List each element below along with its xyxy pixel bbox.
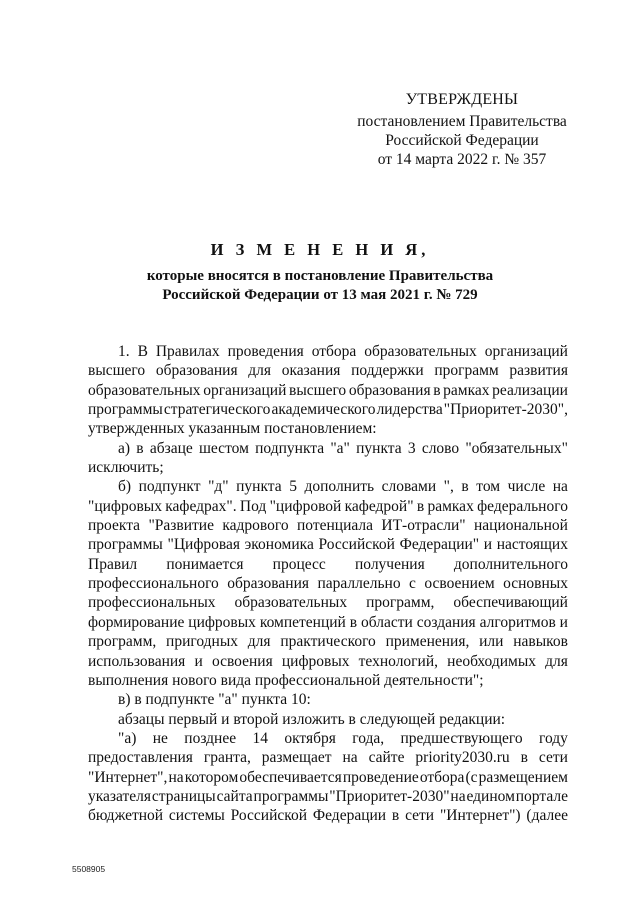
body-word: года, bbox=[352, 729, 385, 747]
body-word: а) bbox=[118, 439, 131, 457]
body-word: В bbox=[137, 343, 148, 360]
body-word: Федерации" bbox=[399, 536, 480, 554]
body-word: абзаце bbox=[149, 439, 193, 457]
body-line bbox=[88, 574, 568, 593]
body-word: сайте bbox=[368, 749, 405, 767]
body-line bbox=[88, 652, 568, 671]
body-word: экономика bbox=[244, 536, 314, 554]
body-word: едином bbox=[466, 787, 515, 805]
body-word: гранта, bbox=[203, 749, 251, 767]
body-word: проведения bbox=[227, 343, 304, 360]
document-subtitle bbox=[60, 267, 580, 305]
approval-block bbox=[352, 90, 572, 169]
body-word: не bbox=[152, 729, 168, 747]
body-line: исключить; bbox=[88, 459, 164, 477]
body-word: 14 bbox=[252, 729, 268, 747]
body-word: Федерации bbox=[312, 807, 387, 825]
body-word: "а) bbox=[118, 729, 137, 747]
body-line bbox=[88, 361, 568, 380]
body-word: на bbox=[552, 478, 568, 496]
body-word: на bbox=[450, 787, 466, 805]
body-word: и bbox=[559, 613, 568, 631]
body-line bbox=[88, 613, 568, 632]
body-word: области bbox=[360, 613, 413, 631]
body-word: федерального bbox=[477, 497, 568, 515]
body-word: ИТ-отрасли" bbox=[381, 517, 466, 535]
body-word: и bbox=[194, 652, 203, 670]
body-word: 5 bbox=[289, 478, 297, 496]
body-word: на bbox=[168, 768, 184, 786]
body-line bbox=[88, 787, 568, 806]
body-word: программ bbox=[434, 362, 499, 380]
body-line bbox=[88, 632, 568, 651]
body-word: параллельно bbox=[317, 575, 401, 593]
body-word: практического bbox=[280, 633, 376, 651]
body-word: потенциала bbox=[296, 517, 373, 535]
body-word: сети bbox=[538, 749, 568, 767]
body-word: дополнительного bbox=[453, 555, 568, 573]
body-line: в) в подпункте "а" пункта 10: bbox=[118, 691, 311, 709]
body-word: "Развитие bbox=[148, 517, 214, 535]
body-word: страницы bbox=[151, 787, 216, 805]
body-word: рамках bbox=[427, 497, 474, 515]
body-word: указателя bbox=[88, 787, 152, 805]
body-word: создания bbox=[416, 613, 476, 631]
body-line bbox=[88, 516, 568, 535]
body-word: компетенций bbox=[259, 613, 346, 631]
body-word: алгоритмов bbox=[479, 613, 556, 631]
body-word: программ, bbox=[88, 633, 157, 651]
body-word: подпункта bbox=[255, 439, 325, 457]
body-word: бюджетной bbox=[88, 807, 164, 825]
body-word: (далее bbox=[526, 807, 568, 825]
body-word: "Интернет") bbox=[439, 807, 521, 825]
body-word: стратегического bbox=[163, 401, 271, 419]
body-word: Российской bbox=[230, 807, 308, 825]
body-word: обеспечивается bbox=[239, 768, 342, 786]
body-word: применения, bbox=[385, 633, 470, 651]
body-word: проекта bbox=[88, 517, 141, 535]
body-word: программы bbox=[253, 787, 329, 805]
body-word: и bbox=[483, 536, 493, 554]
body-word: в bbox=[349, 613, 358, 631]
body-word: реализации bbox=[492, 381, 568, 399]
body-word: том bbox=[476, 478, 501, 496]
body-word: котором bbox=[184, 768, 239, 786]
body-word: "цифровой bbox=[269, 497, 342, 515]
body-word: отбора bbox=[419, 768, 465, 786]
body-word: кафедрой" bbox=[344, 497, 414, 515]
body-word: на bbox=[342, 749, 358, 767]
body-word: "а" bbox=[330, 439, 350, 457]
body-word: в bbox=[520, 749, 528, 767]
body-word: понимается bbox=[166, 555, 244, 573]
approval-date-number: от 14 марта 2022 г. № 357 bbox=[377, 151, 547, 168]
body-word: дополнить bbox=[304, 478, 375, 496]
body-line bbox=[88, 768, 568, 787]
body-line bbox=[88, 593, 568, 612]
body-word: высшего bbox=[289, 381, 347, 399]
body-line bbox=[88, 806, 568, 825]
body-word: профессиональных bbox=[88, 594, 216, 612]
body-word: priority2030.ru bbox=[415, 749, 510, 767]
body-word: национальной bbox=[473, 517, 568, 535]
subtitle-line: Российской Федерации от 13 мая 2021 г. № 729 bbox=[162, 287, 478, 303]
body-word: шестом bbox=[198, 439, 249, 457]
body-word: пригодных bbox=[166, 633, 239, 651]
approval-title: УТВЕРЖДЕНЫ bbox=[405, 91, 519, 108]
body-word: портале bbox=[515, 787, 568, 805]
body-word: образовательных bbox=[364, 343, 477, 360]
body-word: программы bbox=[88, 536, 163, 554]
body-word: настоящих bbox=[496, 536, 568, 554]
body-word: образования bbox=[348, 381, 431, 399]
body-word: кафедрах". bbox=[165, 497, 237, 515]
body-word: подпункт bbox=[138, 478, 201, 496]
body-word: сайта bbox=[216, 787, 253, 805]
body-word: технологий, bbox=[358, 652, 439, 670]
body-word: сети bbox=[405, 807, 435, 825]
body-line bbox=[88, 342, 568, 361]
body-word: организаций bbox=[484, 343, 568, 360]
body-word: числе bbox=[507, 478, 546, 496]
body-word: освоением bbox=[424, 575, 495, 593]
body-word: "цифровых bbox=[88, 497, 162, 515]
approval-line: постановлением Правительства bbox=[357, 113, 567, 130]
body-word: году bbox=[539, 729, 568, 747]
approval-line: Российской Федерации bbox=[385, 132, 539, 149]
body-word: размещает bbox=[261, 749, 332, 767]
body-word: обеспечивающий bbox=[453, 594, 568, 612]
body-word: ", bbox=[443, 478, 454, 496]
body-word: "обязательных" bbox=[465, 439, 568, 457]
body-word: использования bbox=[88, 652, 186, 670]
subtitle-line: которые вносятся в постановление Правительства bbox=[146, 268, 494, 284]
body-line bbox=[88, 555, 568, 574]
body-word: для bbox=[545, 652, 568, 670]
body-word: процесс bbox=[272, 555, 326, 573]
body-word: 3 bbox=[407, 439, 416, 457]
body-word: образовательных bbox=[234, 594, 348, 612]
body-word: "Приоритет-2030", bbox=[443, 401, 568, 419]
body-word: словами bbox=[381, 478, 437, 496]
body-word: проведение bbox=[342, 768, 419, 786]
document-title: И З М Е Н Е Н И Я, bbox=[210, 240, 430, 259]
body-word: 1. bbox=[118, 343, 130, 360]
body-word: лидерства bbox=[376, 401, 443, 419]
body-line: абзацы первый и второй изложить в следующей редакции: bbox=[118, 710, 506, 728]
body-word: размещением bbox=[478, 768, 568, 786]
body-word: программы bbox=[88, 401, 163, 419]
document-code: 5508905 bbox=[72, 864, 106, 874]
document-body bbox=[88, 342, 568, 826]
body-word: высшего bbox=[88, 362, 146, 380]
body-line bbox=[88, 535, 568, 554]
body-word: получения bbox=[354, 555, 425, 573]
body-word: программ, bbox=[366, 594, 435, 612]
body-word: в bbox=[461, 478, 469, 496]
body-word: "Интернет", bbox=[88, 768, 168, 786]
body-word: образовательных bbox=[88, 381, 201, 399]
body-word: оказания bbox=[281, 362, 341, 380]
body-word: для bbox=[247, 633, 271, 651]
body-word: основных bbox=[503, 575, 568, 593]
body-word: или bbox=[479, 633, 504, 651]
body-word: кадрового bbox=[222, 517, 289, 535]
body-word: рамках bbox=[443, 381, 490, 399]
body-line bbox=[88, 439, 568, 458]
body-word: системы bbox=[168, 807, 225, 825]
body-word: профессионального bbox=[88, 575, 219, 593]
body-word: развития bbox=[509, 362, 568, 380]
body-word: (с bbox=[465, 768, 478, 786]
body-word: необходимых bbox=[447, 652, 537, 670]
body-word: Российской bbox=[318, 536, 395, 554]
body-word: б) bbox=[118, 478, 132, 496]
body-word: предоставления bbox=[88, 749, 193, 767]
body-word: цифровых bbox=[281, 652, 350, 670]
body-word: позднее bbox=[184, 729, 237, 747]
body-line bbox=[88, 497, 568, 516]
body-word: в bbox=[391, 807, 400, 825]
body-word: "д" bbox=[208, 478, 229, 496]
body-word: организаций bbox=[203, 381, 287, 399]
body-word: в bbox=[136, 439, 144, 457]
body-line bbox=[88, 729, 568, 748]
body-word: с bbox=[409, 575, 416, 593]
body-word: пункта bbox=[356, 439, 402, 457]
body-line bbox=[88, 381, 568, 400]
body-word: "Приоритет-2030" bbox=[329, 787, 450, 805]
body-line: выполнения нового вида профессиональной деятельности"; bbox=[88, 671, 484, 689]
body-word: цифровых bbox=[188, 613, 256, 631]
body-word: формирование bbox=[88, 613, 185, 631]
body-word: предшествующего bbox=[400, 729, 523, 747]
body-word: образования bbox=[227, 575, 309, 593]
body-word: поддержки bbox=[351, 362, 424, 380]
body-word: слово bbox=[421, 439, 460, 457]
body-line: утвержденных указанным постановлением: bbox=[88, 420, 377, 438]
body-word: в bbox=[416, 497, 425, 515]
body-word: образования bbox=[155, 362, 238, 380]
body-word: для bbox=[248, 362, 272, 380]
body-line bbox=[88, 477, 568, 496]
body-word: Правил bbox=[88, 555, 138, 573]
body-word: отбора bbox=[311, 343, 357, 360]
body-word: октября bbox=[284, 729, 336, 747]
body-word: Правилах bbox=[155, 343, 220, 360]
body-line bbox=[88, 748, 568, 767]
body-word: в bbox=[433, 381, 441, 399]
body-word: "Цифровая bbox=[167, 536, 240, 554]
body-word: академического bbox=[271, 401, 376, 419]
body-word: пункта bbox=[236, 478, 282, 496]
body-line bbox=[88, 400, 568, 419]
body-word: Под bbox=[239, 497, 267, 515]
body-word: навыков bbox=[513, 633, 568, 651]
body-word: освоения bbox=[211, 652, 273, 670]
